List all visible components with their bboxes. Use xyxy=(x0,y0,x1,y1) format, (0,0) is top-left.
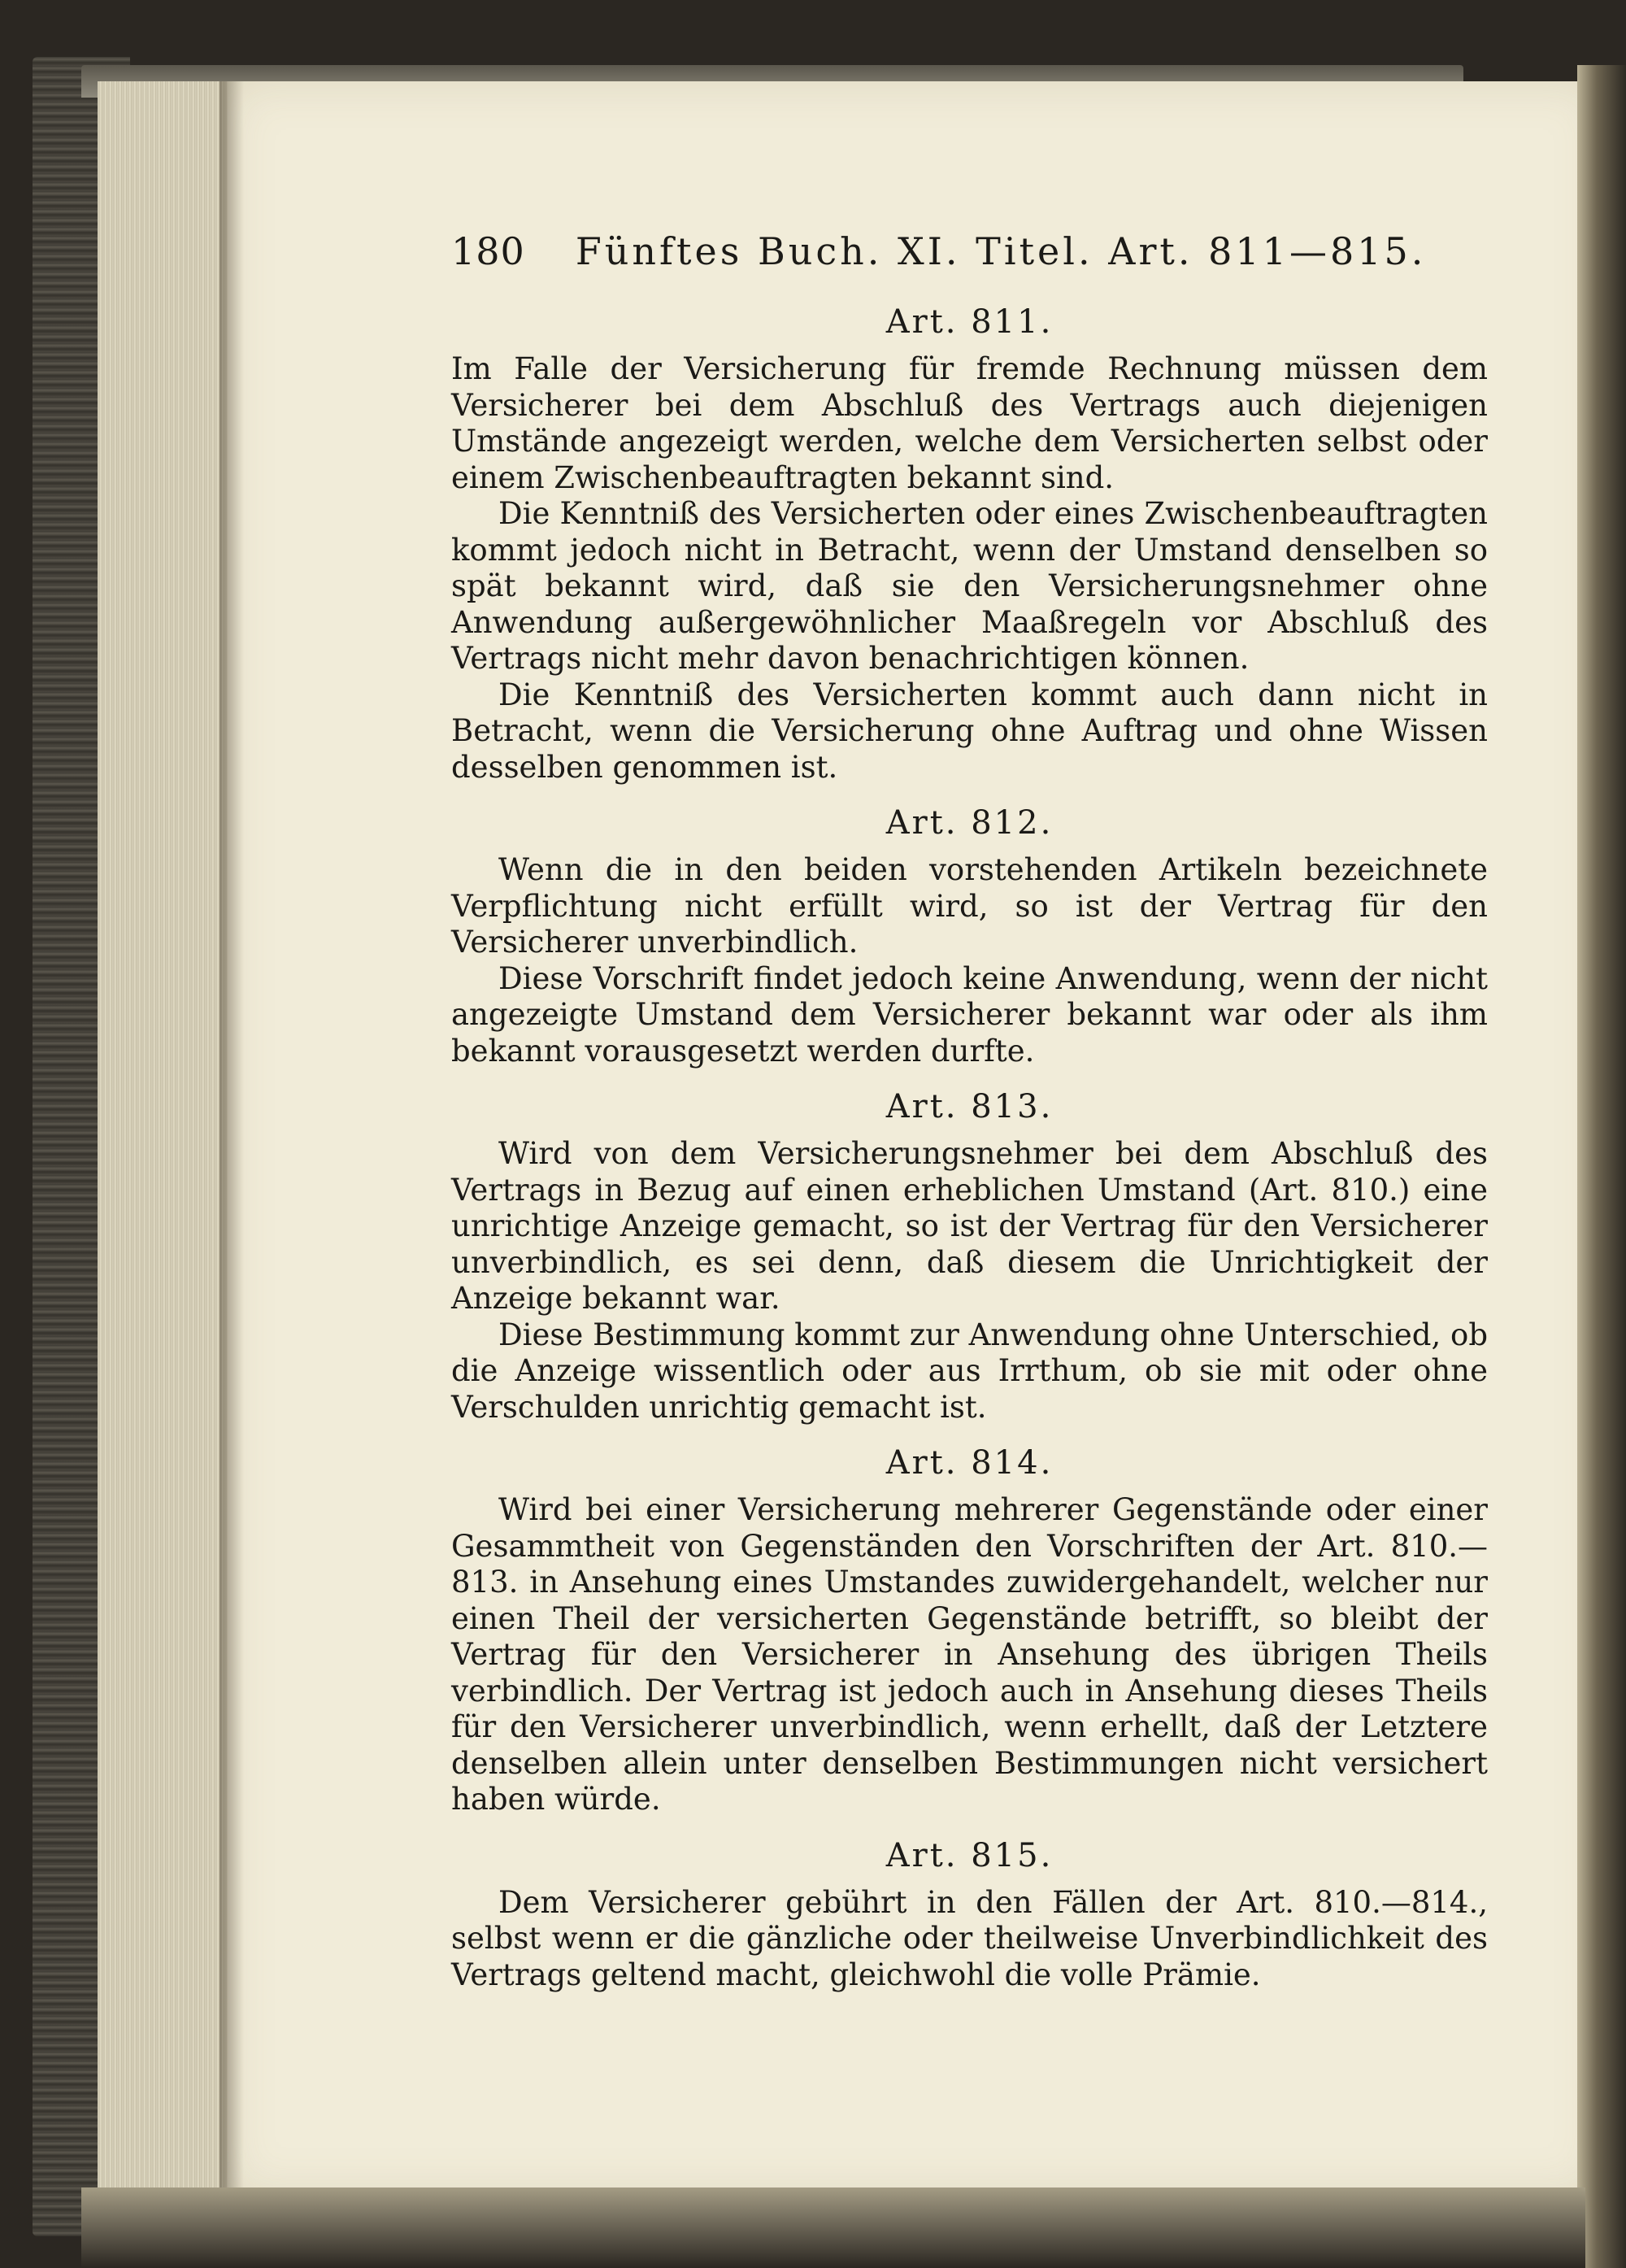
paragraph: Wird bei einer Versicherung mehrerer Gegenstände oder einer Gesammtheit von Gegenständen den Vorschriften der Art. 810.—813. in Ansehung eines Umstandes zuwidergehandelt, welcher nur einen Theil der versicherten Gegenstände betrifft, so bleibt der Vertrag für den Versicherer in Ansehung des übrigen Theils verbindlich. Der Vertrag ist jedoch auch in Ansehung dieses Theils für den Versicherer unverbindlich, wenn erhellt, daß der Letztere denselben allein unter denselben Bestimmungen nicht versichert haben würde. xyxy=(451,1492,1488,1817)
paragraph: Dem Versicherer gebührt in den Fällen der Art. 810.—814., selbst wenn er die gänzliche oder theilweise Unverbindlichkeit des Vertrags geltend macht, gleichwohl die volle Prämie. xyxy=(451,1884,1488,1992)
article-heading: Art. 814. xyxy=(885,1444,1054,1482)
paragraph: Wird von dem Versicherungsnehmer bei dem Abschluß des Vertrags in Bezug auf einen erheblichen Umstand (Art. 810.) eine unrichtige Anzeige gemacht, so ist der Vertrag für den Versicherer unverbindlich, es sei denn, daß diesem die Unrichtigkeit der Anzeige bekannt war. xyxy=(451,1136,1488,1316)
page-number: 180 xyxy=(451,229,525,273)
article-heading: Art. 812. xyxy=(885,804,1054,842)
running-title: Fünftes Buch. XI. Titel. Art. 811—815. xyxy=(575,229,1427,273)
article-heading: Art. 815. xyxy=(885,1836,1054,1874)
paragraph: Diese Vorschrift findet jedoch keine Anwendung, wenn der nicht angezeigte Umstand dem Versicherer bekannt war oder als ihm bekannt vorausgesetzt werden durfte. xyxy=(451,960,1488,1069)
article-heading: Art. 811. xyxy=(885,303,1054,341)
page-text xyxy=(451,229,1488,2011)
running-head xyxy=(451,229,1488,273)
paragraph: Die Kenntniß des Versicherten oder eines Zwischenbeauftragten kommt jedoch nicht in Betracht, wenn der Umstand denselben so spät bekannt wird, daß sie den Versicherungsnehmer ohne Anwendung außergewöhnlicher Maaßregeln vor Abschluß des Vertrags nicht mehr davon benachrichtigen können. xyxy=(451,496,1488,676)
paragraph: Wenn die in den beiden vorstehenden Artikeln bezeichnete Verpflichtung nicht erfüllt wird, so ist der Vertrag für den Versicherer unverbindlich. xyxy=(451,852,1488,960)
paragraph: Im Falle der Versicherung für fremde Rechnung müssen dem Versicherer bei dem Abschluß des Vertrags auch diejenigen Umstände angezeigt werden, welche dem Versicherten selbst oder einem Zwischenbeauftragten bekannt sind. xyxy=(451,351,1488,495)
article-811 xyxy=(451,303,1488,786)
article-heading: Art. 813. xyxy=(885,1088,1054,1125)
paragraph: Diese Bestimmung kommt zur Anwendung ohne Unterschied, ob die Anzeige wissentlich oder aus Irrthum, ob sie mit oder ohne Verschulden unrichtig gemacht ist. xyxy=(451,1317,1488,1425)
book-gutter xyxy=(1577,65,1626,2268)
article-814 xyxy=(451,1443,1488,1818)
stacked-page-edges xyxy=(98,81,236,2196)
book-bottom-edge xyxy=(81,2187,1585,2268)
page-fold-shadow xyxy=(220,81,244,2196)
article-813 xyxy=(451,1087,1488,1426)
article-812 xyxy=(451,803,1488,1069)
article-815 xyxy=(451,1836,1488,1994)
paragraph: Die Kenntniß des Versicherten kommt auch dann nicht in Betracht, wenn die Versicherung ohne Auftrag und ohne Wissen desselben genommen ist. xyxy=(451,677,1488,785)
